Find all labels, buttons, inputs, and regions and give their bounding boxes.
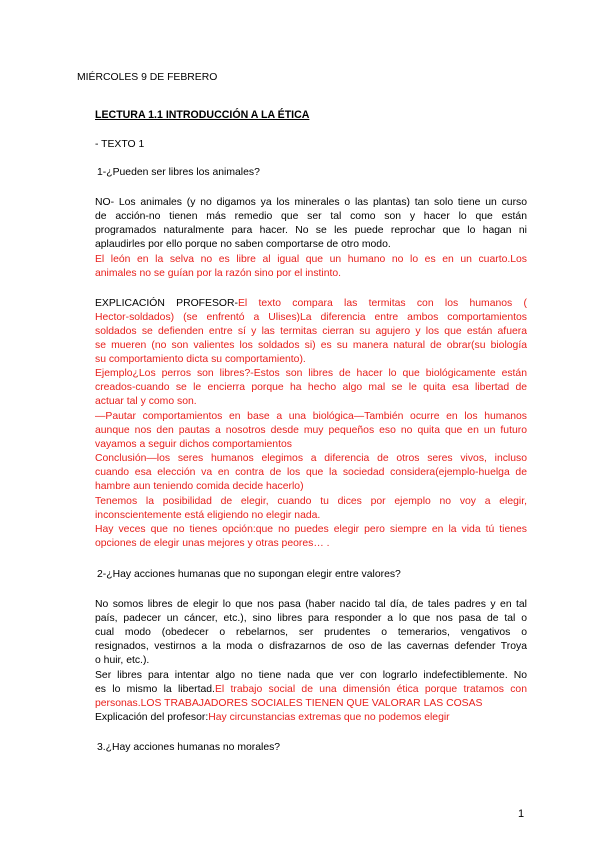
question-2: 2-¿Hay acciones humanas que no supongan elegir entre valores? [97, 569, 401, 580]
explicacion-line: hambre aun teniendo comida decide hacerlo) [95, 481, 304, 492]
answer2-red-text: El trabajo social de una dimensión ética porque tratamos con [214, 684, 527, 695]
answer1-line: programados naturalmente para hacer. No se les puede reprochar que lo hagan ni [95, 225, 527, 236]
answer2-line: país, padecer un cáncer, etc.), sino libres para responder a lo que nos pasa de tal o [95, 613, 527, 624]
explicacion-line: Hay veces que no tienes opción:que no puedes elegir pero siempre en la vida tú tienes [95, 524, 527, 535]
explicacion-line: Tenemos la posibilidad de elegir, cuando tu dices por ejemplo no voy a elegir, [95, 496, 527, 507]
question-3: 3.¿Hay acciones humanas no morales? [97, 742, 281, 753]
explicacion-line: Conclusión—los seres humanos elegimos a diferencia de otros seres vivos, incluso [95, 453, 527, 464]
answer2-text: Explicación del profesor: [95, 712, 209, 723]
explicacion-line: Hector-soldados) (se enfrentó a Ulises)La diferencia entre ambos comportamientos [95, 312, 527, 323]
explicacion-line: creados-cuando se le encierra porque ha hecho algo mal se le quita esa libertad de [95, 382, 527, 393]
page-number: 1 [518, 808, 525, 820]
explicacion-line: actuar tal y como son. [95, 396, 197, 407]
answer2-line [95, 683, 527, 697]
question-1: 1-¿Pueden ser libres los animales? [97, 167, 260, 178]
answer1-line: NO- Los animales (y no digamos ya los minerales o las plantas) tan solo tiene un curso [95, 197, 527, 208]
answer2-line: o huir, etc.). [95, 655, 150, 666]
answer2-text: es lo mismo la libertad. [95, 684, 215, 695]
answer2-line [95, 711, 450, 725]
explicacion-lead: EXPLICACIÓN PROFESOR- [95, 298, 238, 309]
explicacion-line: cuando esa elección va en contra de los que la sociedad considera(ejemplo-huelga de [95, 467, 527, 478]
texto-label: - TEXTO 1 [95, 139, 145, 150]
answer2-line: Ser libres para intentar algo no tiene nada que ver con lograrlo indefectiblemente. No [95, 670, 527, 681]
answer2-line: resignados, vestirnos a la moda o disfrazarnos de oso de las cavernas defender Troya [95, 641, 527, 652]
explicacion-line: se mueren (no son valientes los soldados si) es su manera natural de obrar(su biología [95, 340, 527, 351]
lecture-title: LECTURA 1.1 INTRODUCCIÓN A LA ÉTICA [95, 109, 310, 121]
answer1-line: de acción-no tienen más remedio que ser tal como son y hacer lo que están [95, 211, 527, 222]
answer1-line: aplaudirles por ello porque no saben comportarse de otro modo. [95, 239, 391, 250]
explicacion-line: —Pautar comportamientos en base a una biológica—También ocurre en los humanos [95, 411, 527, 422]
explicacion-line: inconscientemente está eligiendo no elegir nada. [95, 510, 321, 521]
explicacion-text: El texto compara las termitas con los humanos ( [237, 298, 527, 309]
answer1-red-line: El león en la selva no es libre al igual que un humano no lo es en un cuarto.Los [95, 254, 527, 265]
explicacion-line: soldados se defienden entre sí y las termitas cierran su agujero y los que están afuera [95, 326, 527, 337]
answer2-line: No somos libres de elegir lo que nos pasa (haber nacido tal día, de tales padres y en tal [95, 599, 527, 610]
explicacion-line: vayamos a seguir dichos comportamientos [95, 439, 292, 450]
answer2-red-text: Hay circunstancias extremas que no podemos elegir [208, 712, 450, 723]
explicacion-line: su comportamiento dicta su comportamiento). [95, 354, 306, 365]
answer2-red-line: personas.LOS TRABAJADORES SOCIALES TIENEN QUE VALORAR LAS COSAS [95, 698, 483, 709]
explicacion-line: aunque nos den pautas a nosotros desde muy pequeños eso no quita que en un futuro [95, 425, 527, 436]
explicacion-line: Ejemplo¿Los perros son libres?-Estos son libres de hacer lo que biológicamente están [95, 368, 527, 379]
explicacion-line [95, 297, 527, 311]
explicacion-line: opciones de elegir unas mejores y otras peores… . [95, 538, 330, 549]
date-header: MIÉRCOLES 9 DE FEBRERO [77, 72, 218, 83]
answer1-red-line: animales no se guían por la razón sino por el instinto. [95, 268, 342, 279]
answer2-line: cual modo (obedecer o rebelarnos, ser prudentes o temerarios, vengativos o [95, 627, 527, 638]
